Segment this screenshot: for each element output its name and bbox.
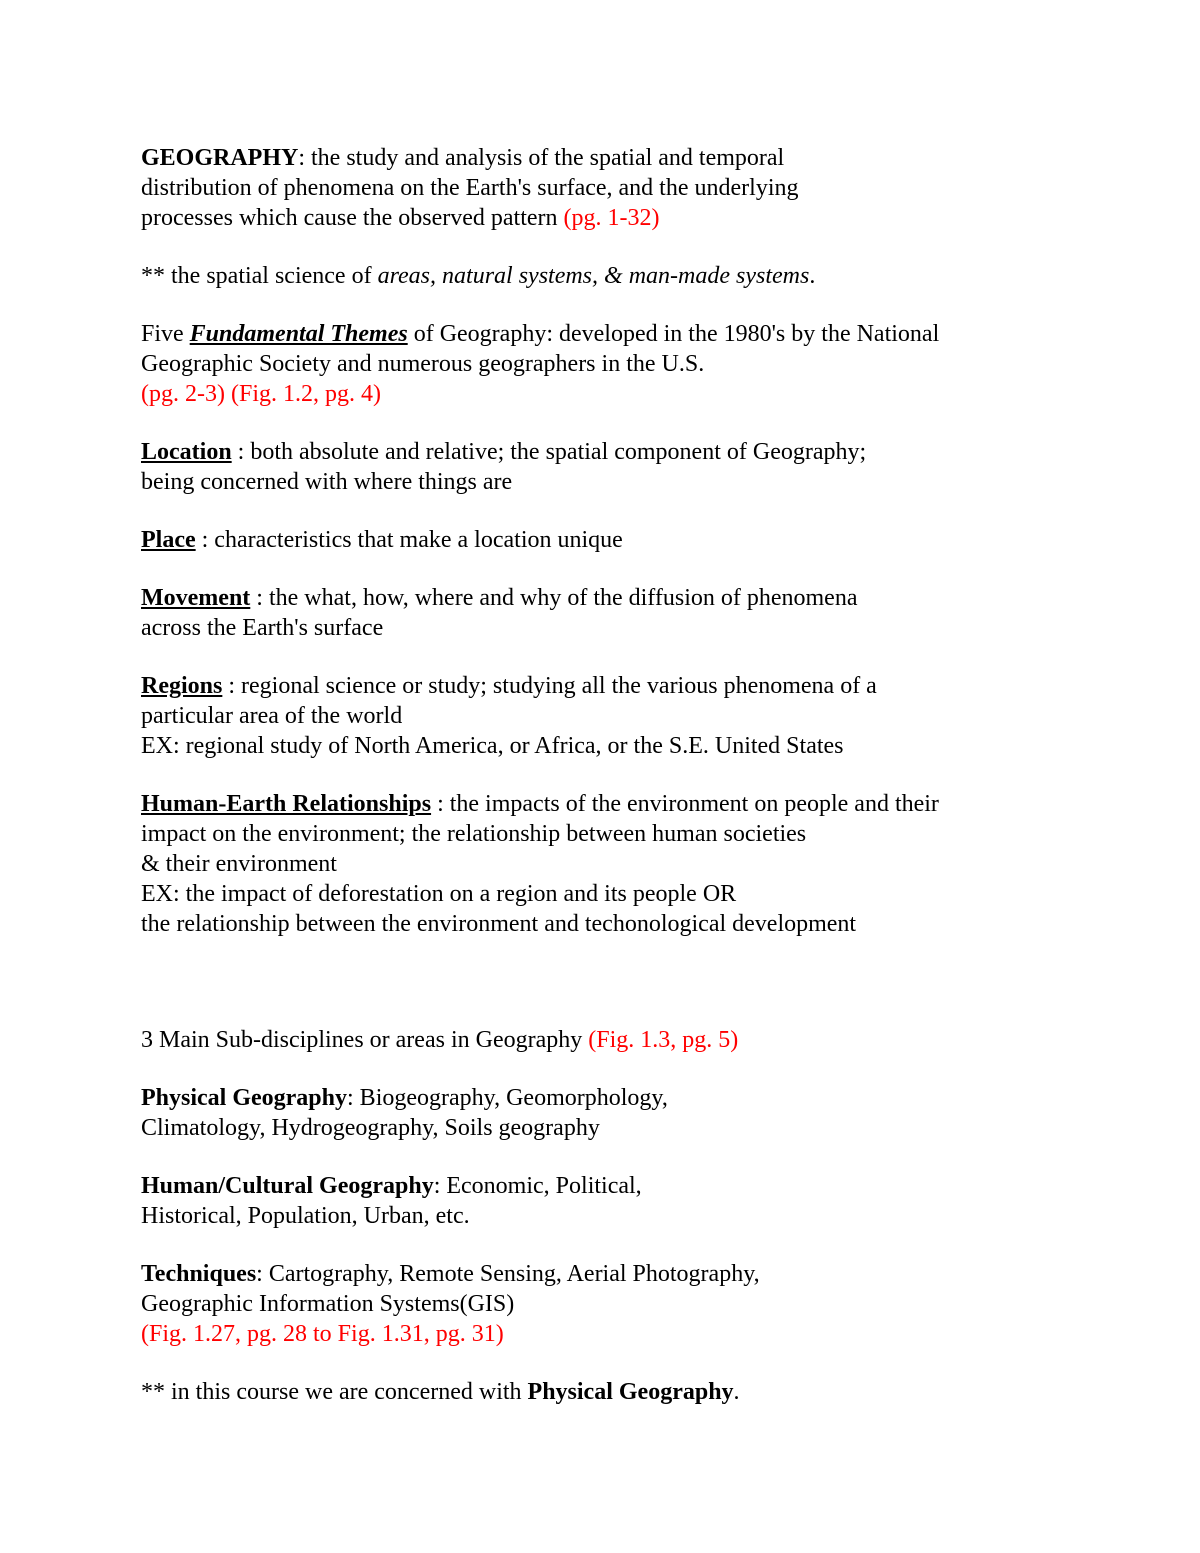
definition-line-3 (141, 203, 1141, 233)
theme-text: : the impacts of the environment on people and their (431, 791, 939, 817)
subdisciplines-heading (141, 1025, 1141, 1055)
theme-text: : the what, how, where and why of the diffusion of phenomena (250, 585, 858, 611)
theme-regions (141, 671, 1141, 701)
closing-prefix: ** in this course we are concerned with (141, 1379, 528, 1405)
subdiscipline-term: Human/Cultural Geography (141, 1173, 434, 1199)
definition-text: processes which cause the observed pattern (141, 205, 564, 231)
theme-example: EX: the impact of deforestation on a region and its people OR (141, 881, 737, 907)
themes-intro-line-2: Geographic Society and numerous geographers in the U.S. (141, 351, 705, 377)
theme-text: : characteristics that make a location unique (195, 527, 623, 553)
theme-text: : both absolute and relative; the spatial component of Geography; (231, 439, 867, 465)
theme-text: being concerned with where things are (141, 469, 513, 495)
page-reference: (Fig. 1.3, pg. 5) (588, 1027, 739, 1053)
theme-human-earth (141, 789, 1141, 819)
subdiscipline-text: Climatology, Hydrogeography, Soils geography (141, 1115, 600, 1141)
theme-text: particular area of the world (141, 703, 403, 729)
definition-line-1 (141, 143, 1141, 173)
subdiscipline-text: Historical, Population, Urban, etc. (141, 1203, 470, 1229)
subdiscipline-techniques (141, 1259, 1141, 1289)
subdiscipline-text: Geographic Information Systems(GIS) (141, 1291, 515, 1317)
spatial-science-prefix: ** the spatial science of (141, 263, 378, 289)
theme-text: impact on the environment; the relationship between human societies (141, 821, 807, 847)
theme-text: the relationship between the environment and techonological development (141, 911, 857, 937)
subdiscipline-text: : Economic, Political, (433, 1173, 642, 1199)
themes-intro-text: of Geography: developed in the 1980's by the National (407, 321, 940, 347)
fundamental-themes-term: Fundamental Themes (189, 321, 408, 347)
theme-text: & their environment (141, 851, 337, 877)
theme-place (141, 525, 1141, 555)
theme-term: Location (141, 439, 232, 465)
theme-term: Place (141, 527, 196, 553)
subdiscipline-human-cultural (141, 1171, 1141, 1201)
definition-line-2: distribution of phenomena on the Earth's surface, and the underlying (141, 175, 799, 201)
page-reference: (Fig. 1.27, pg. 28 to Fig. 1.31, pg. 31) (141, 1321, 504, 1347)
themes-intro-prefix: Five (141, 321, 190, 347)
theme-text: : regional science or study; studying all the various phenomena of a (222, 673, 877, 699)
definition-text: : the study and analysis of the spatial and temporal (298, 145, 785, 171)
theme-term: Movement (141, 585, 251, 611)
closing-suffix: . (733, 1379, 740, 1405)
document-page (141, 143, 1141, 1407)
theme-location (141, 437, 1141, 467)
theme-example: EX: regional study of North America, or Africa, or the S.E. United States (141, 733, 844, 759)
subdiscipline-term: Techniques (141, 1261, 257, 1287)
closing-bold: Physical Geography (527, 1379, 734, 1405)
definition-term: GEOGRAPHY (141, 145, 299, 171)
subdiscipline-physical (141, 1083, 1141, 1113)
page-reference: (pg. 1-32) (563, 205, 660, 231)
themes-intro-line-1 (141, 319, 1141, 349)
subdisciplines-heading-text: 3 Main Sub-disciplines or areas in Geography (141, 1027, 589, 1053)
theme-term: Human-Earth Relationships (141, 791, 432, 817)
subdiscipline-text: : Biogeography, Geomorphology, (347, 1085, 668, 1111)
theme-movement (141, 583, 1141, 613)
spatial-science-suffix: . (809, 263, 816, 289)
theme-text: across the Earth's surface (141, 615, 384, 641)
subdiscipline-text: : Cartography, Remote Sensing, Aerial Photography, (256, 1261, 760, 1287)
page-reference: (pg. 2-3) (Fig. 1.2, pg. 4) (141, 381, 381, 407)
closing-line (141, 1377, 1141, 1407)
subdiscipline-term: Physical Geography (141, 1085, 348, 1111)
spatial-science-line (141, 261, 1141, 291)
theme-term: Regions (141, 673, 223, 699)
spatial-science-italic: areas, natural systems, & man-made systems (377, 263, 810, 289)
